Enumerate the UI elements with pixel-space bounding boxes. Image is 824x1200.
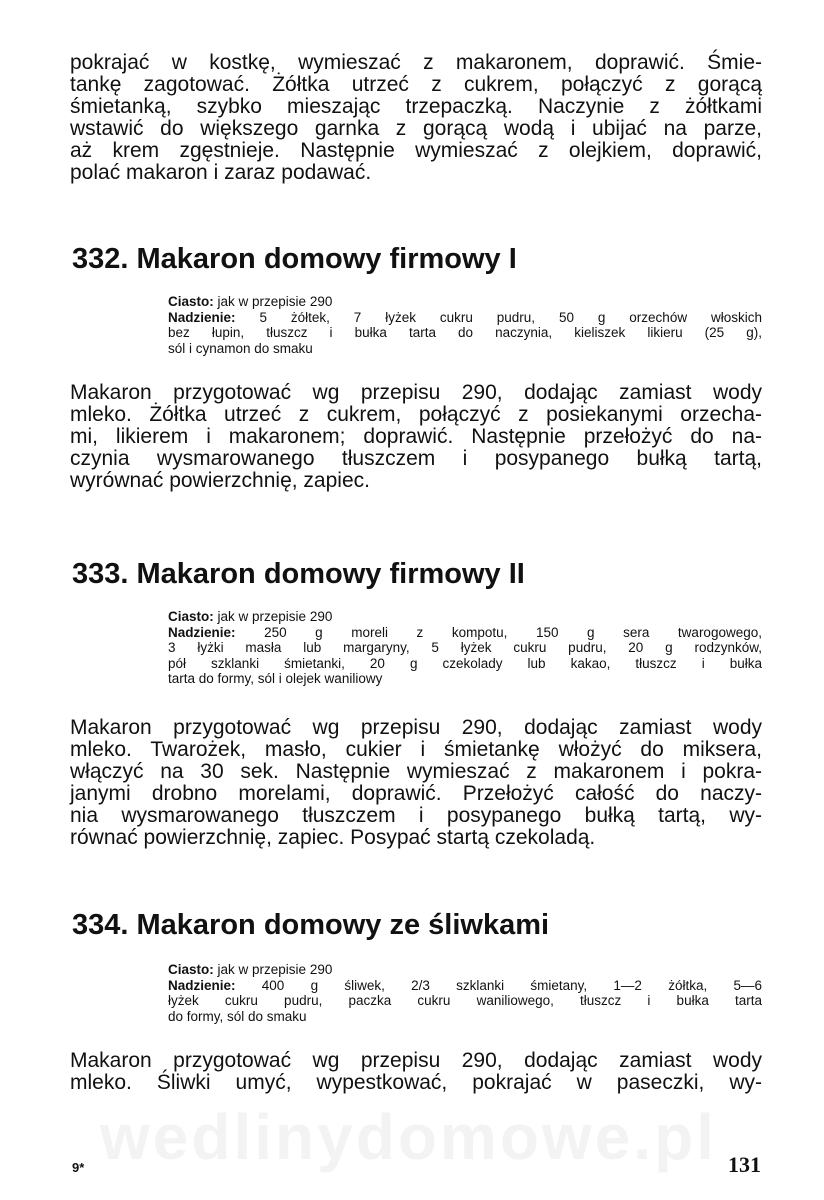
ingredients-block: [168, 294, 762, 356]
text-line: wyrównać powierzchnię, zapiec.: [70, 469, 370, 492]
watermark: wedlinydomowe.pl: [100, 1101, 717, 1173]
recipe-instructions: [70, 717, 762, 849]
nadzienie-text: 400 g śliwek, 2/3 szklanki śmietany, 1—2 żółtka, 5—6: [261, 977, 762, 993]
text-line: mleko. Śliwki umyć, wypestkować, pokrajać w paseczki, wy-: [70, 1071, 762, 1094]
recipe-instructions: [70, 382, 762, 492]
text-line: mi, likierem i makaronem; doprawić. Następnie przełożyć do na-: [70, 425, 762, 448]
text-line: janymi drobno morelami, doprawić. Przełożyć całość do naczy-: [70, 782, 762, 805]
ciasto-value: jak w przepisie 290: [217, 962, 333, 977]
text-line: pokrajać w kostkę, wymieszać z makaronem, doprawić. Śmie-: [70, 51, 762, 74]
page-number: 131: [728, 1152, 761, 1177]
ciasto-label: Ciasto:: [168, 609, 214, 624]
ingredient-line: [168, 609, 762, 625]
text-line: tankę zagotować. Żółtka utrzeć z cukrem, połączyć z gorącą: [70, 73, 762, 96]
recipe-instructions: [70, 1050, 762, 1094]
recipe-heading: 332. Makaron domowy firmowy I: [72, 243, 517, 275]
nadzienie-label: Nadzienie:: [168, 977, 236, 993]
ingredient-line: [168, 962, 762, 978]
text-line: Makaron przygotować wg przepisu 290, dodając zamiast wody: [70, 381, 762, 404]
ciasto-value: jak w przepisie 290: [217, 609, 333, 624]
text-line: polać makaron i zaraz podawać.: [70, 161, 372, 184]
text-line: nia wysmarowanego tłuszczem i posypanego bułką tartą, wy-: [70, 804, 762, 827]
ingredient-line: [168, 625, 762, 641]
ingredients-block: [168, 609, 762, 687]
text-line: mleko. Żółtka utrzeć z cukrem, połączyć z posiekanymi orzecha-: [70, 403, 762, 426]
ingredient-line: 3 łyżki masła lub margaryny, 5 łyżek cukru pudru, 20 g rodzynków,: [168, 640, 762, 655]
text-line: Makaron przygotować wg przepisu 290, dodając zamiast wody: [70, 716, 762, 739]
nadzienie-label: Nadzienie:: [168, 309, 236, 325]
recipe-heading: 334. Makaron domowy ze śliwkami: [72, 909, 550, 941]
text-line: mleko. Twarożek, masło, cukier i śmietankę włożyć do miksera,: [70, 738, 762, 761]
ingredient-line: pół szklanki śmietanki, 20 g czekolady lub kakao, tłuszcz i bułka: [168, 655, 762, 671]
nadzienie-text: 250 g moreli z kompotu, 150 g sera twarogowego,: [264, 624, 762, 640]
ingredient-line: łyżek cukru pudru, paczka cukru waniliowego, tłuszcz i bułka tarta: [168, 993, 762, 1008]
text-line: włączyć na 30 sek. Następnie wymieszać z makaronem i pokra-: [70, 760, 762, 783]
ingredient-line: [168, 294, 762, 310]
ingredient-line: tarta do formy, sól i olejek waniliowy: [168, 671, 383, 686]
ingredient-line: bez łupin, tłuszcz i bułka tarta do naczynia, kieliszek likieru (25 g),: [168, 325, 762, 340]
intro-paragraph: [70, 52, 762, 184]
recipe-heading: 333. Makaron domowy firmowy II: [72, 558, 525, 590]
ingredients-block: [168, 962, 762, 1024]
nadzienie-text: 5 żółtek, 7 łyżek cukru pudru, 50 g orzechów włoskich: [259, 309, 762, 325]
text-line: czynia wysmarowanego tłuszczem i posypanego bułką tartą,: [70, 447, 762, 470]
text-line: równać powierzchnię, zapiec. Posypać startą czekoladą.: [70, 826, 596, 849]
nadzienie-label: Nadzienie:: [168, 624, 236, 640]
ingredient-line: [168, 310, 762, 326]
ciasto-value: jak w przepisie 290: [217, 294, 333, 309]
ingredient-line: [168, 978, 762, 994]
text-line: wstawić do większego garnka z gorącą wodą i ubijać na parze,: [70, 117, 762, 140]
ciasto-label: Ciasto:: [168, 962, 214, 977]
ciasto-label: Ciasto:: [168, 294, 214, 309]
ingredient-line: do formy, sól do smaku: [168, 1008, 307, 1024]
ingredient-line: sól i cynamon do smaku: [168, 340, 313, 356]
text-line: Makaron przygotować wg przepisu 290, dodając zamiast wody: [70, 1049, 762, 1072]
signature-mark: 9*: [72, 1160, 85, 1175]
text-line: aż krem zgęstnieje. Następnie wymieszać z olejkiem, doprawić,: [70, 139, 762, 162]
text-line: śmietanką, szybko mieszając trzepaczką. Naczynie z żółtkami: [70, 95, 762, 118]
